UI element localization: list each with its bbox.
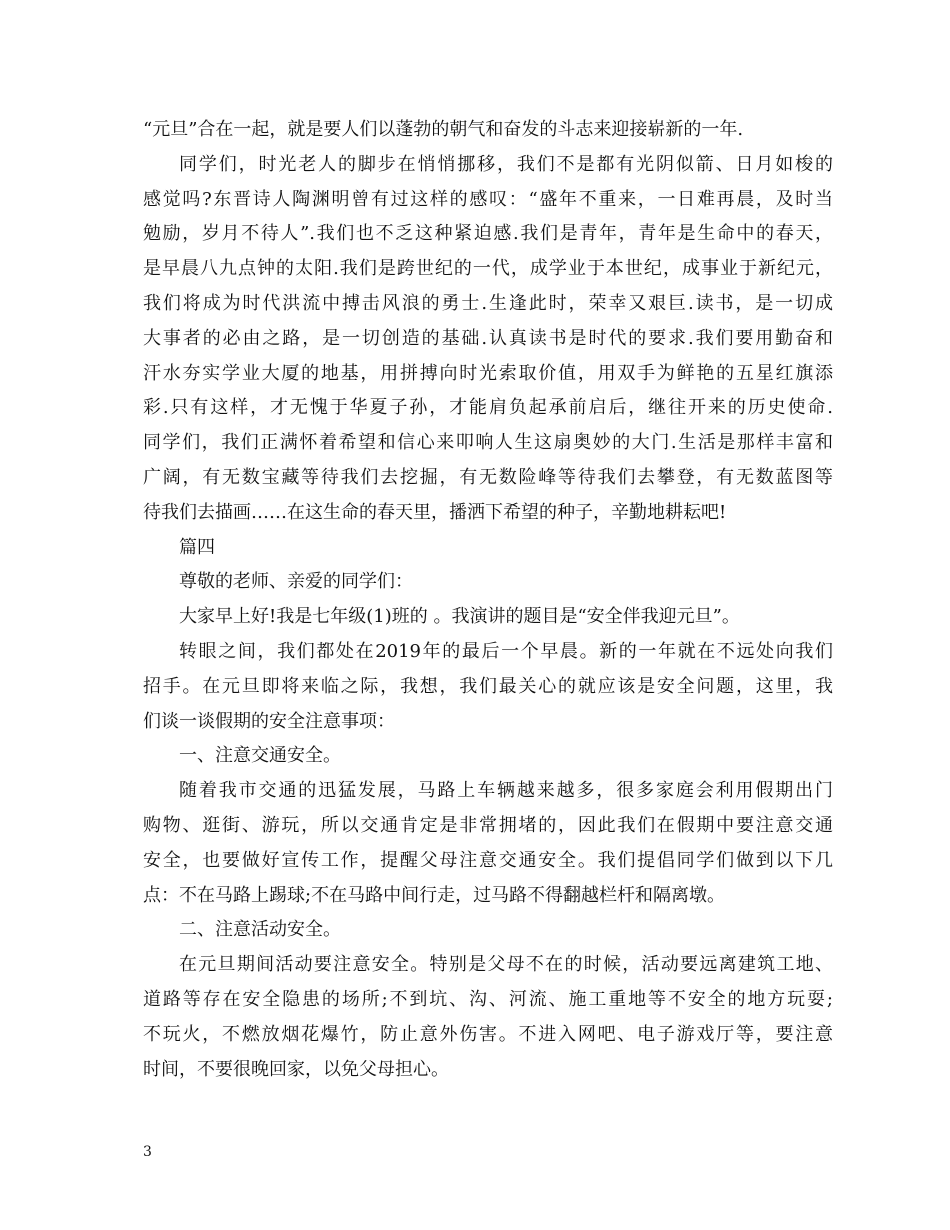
text-line: 篇四 bbox=[179, 536, 215, 558]
text-line: 购物、逛街、游玩，所以交通肯定是非常拥堵的，因此我们在假期中要注意交通 bbox=[143, 814, 833, 836]
text-line: 二、注意活动安全。 bbox=[179, 919, 341, 941]
text-line: 安全，也要做好宣传工作，提醒父母注意交通安全。我们提倡同学们做到以下几 bbox=[143, 849, 833, 871]
text-line: 一、注意交通安全。 bbox=[179, 745, 341, 767]
text-line: 汗水夯实学业大厦的地基，用拼搏向时光索取价值，用双手为鲜艳的五星红旗添 bbox=[143, 362, 833, 384]
page-number: 3 bbox=[143, 1144, 152, 1160]
text-line: 彩.只有这样，才无愧于华夏子孙，才能肩负起承前启后，继往开来的历史使命. bbox=[143, 397, 833, 419]
text-line: 勉励，岁月不待人”.我们也不乏这种紧迫感.我们是青年，青年是生命中的春天， bbox=[143, 223, 833, 245]
text-line: 是早晨八九点钟的太阳.我们是跨世纪的一代，成学业于本世纪，成事业于新纪元， bbox=[143, 258, 833, 280]
text-line: 道路等存在安全隐患的场所;不到坑、沟、河流、施工重地等不安全的地方玩耍; bbox=[143, 988, 833, 1010]
text-line: 们谈一谈假期的安全注意事项： bbox=[143, 710, 395, 732]
text-line: 待我们去描画……在这生命的春天里，播洒下希望的种子，辛勤地耕耘吧! bbox=[143, 501, 727, 523]
text-line: 不玩火，不燃放烟花爆竹，防止意外伤害。不进入网吧、电子游戏厅等，要注意 bbox=[143, 1023, 833, 1045]
text-line: 招手。在元旦即将来临之际，我想，我们最关心的就应该是安全问题，这里，我 bbox=[143, 675, 833, 697]
text-line: 尊敬的老师、亲爱的同学们： bbox=[179, 571, 413, 593]
text-line: 时间，不要很晚回家，以免父母担心。 bbox=[143, 1058, 449, 1080]
text-line: 广阔，有无数宝藏等待我们去挖掘，有无数险峰等待我们去攀登，有无数蓝图等 bbox=[143, 466, 833, 488]
text-line: 我们将成为时代洪流中搏击风浪的勇士.生逢此时，荣幸又艰巨.读书，是一切成 bbox=[143, 292, 833, 314]
text-line: 点：不在马路上踢球;不在马路中间行走，过马路不得翻越栏杆和隔离墩。 bbox=[143, 884, 726, 906]
text-line: 同学们，我们正满怀着希望和信心来叩响人生这扇奥妙的大门.生活是那样丰富和 bbox=[143, 432, 833, 454]
text-line: 转眼之间，我们都处在2019年的最后一个早晨。新的一年就在不远处向我们 bbox=[179, 640, 833, 662]
text-line: 在元旦期间活动要注意安全。特别是父母不在的时候，活动要远离建筑工地、 bbox=[179, 954, 833, 976]
text-line: 感觉吗?东晋诗人陶渊明曾有过这样的感叹：“盛年不重来，一日难再晨，及时当 bbox=[143, 188, 833, 210]
text-line: 同学们，时光老人的脚步在悄悄挪移，我们不是都有光阴似箭、日月如梭的 bbox=[179, 153, 833, 175]
document-body bbox=[143, 113, 833, 1087]
text-line: 大家早上好!我是七年级(1)班的 。我演讲的题目是“安全伴我迎元旦”。 bbox=[179, 606, 740, 628]
text-line: 随着我市交通的迅猛发展，马路上车辆越来越多，很多家庭会利用假期出门 bbox=[179, 780, 833, 802]
text-line: “元旦”合在一起，就是要人们以蓬勃的朝气和奋发的斗志来迎接崭新的一年. bbox=[143, 119, 744, 140]
text-line: 大事者的必由之路，是一切创造的基础.认真读书是时代的要求.我们要用勤奋和 bbox=[143, 327, 833, 349]
